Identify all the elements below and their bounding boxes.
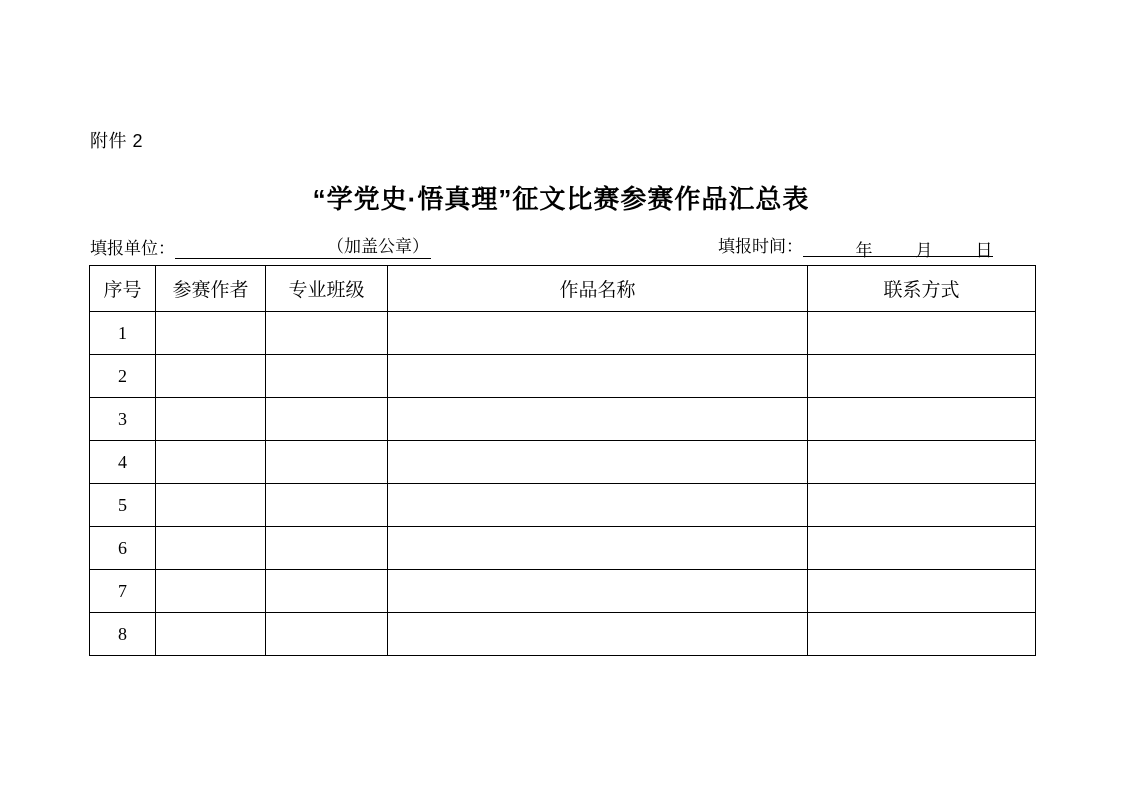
day-blank[interactable] <box>933 236 975 257</box>
meta-row <box>90 232 1035 260</box>
cell-index: 7 <box>90 570 156 613</box>
cell-author[interactable] <box>156 613 266 656</box>
table-row <box>90 355 1036 398</box>
cell-class[interactable] <box>266 312 388 355</box>
cell-contact[interactable] <box>808 312 1036 355</box>
reporting-unit-blank[interactable] <box>175 238 325 259</box>
month-blank[interactable] <box>873 236 915 257</box>
cell-author[interactable] <box>156 570 266 613</box>
table-header-row <box>90 266 1036 312</box>
cell-work[interactable] <box>388 484 808 527</box>
cell-author[interactable] <box>156 441 266 484</box>
cell-class[interactable] <box>266 355 388 398</box>
cell-contact[interactable] <box>808 613 1036 656</box>
table-row <box>90 613 1036 656</box>
cell-work[interactable] <box>388 527 808 570</box>
cell-author[interactable] <box>156 527 266 570</box>
cell-index: 1 <box>90 312 156 355</box>
official-seal-note: （加盖公章） <box>325 232 431 259</box>
day-unit-label: 日 <box>975 236 993 257</box>
cell-class[interactable] <box>266 570 388 613</box>
column-header-work: 作品名称 <box>388 266 808 312</box>
cell-index: 3 <box>90 398 156 441</box>
column-header-index: 序号 <box>90 266 156 312</box>
cell-contact[interactable] <box>808 527 1036 570</box>
column-header-class: 专业班级 <box>266 266 388 312</box>
submissions-table <box>89 265 1036 656</box>
column-header-contact: 联系方式 <box>808 266 1036 312</box>
cell-contact[interactable] <box>808 484 1036 527</box>
cell-author[interactable] <box>156 484 266 527</box>
table-row <box>90 312 1036 355</box>
cell-author[interactable] <box>156 355 266 398</box>
table-row <box>90 527 1036 570</box>
table-row <box>90 398 1036 441</box>
cell-index: 5 <box>90 484 156 527</box>
cell-index: 2 <box>90 355 156 398</box>
cell-class[interactable] <box>266 484 388 527</box>
cell-work[interactable] <box>388 355 808 398</box>
reporting-date-label: 填报时间： <box>718 237 803 256</box>
cell-contact[interactable] <box>808 355 1036 398</box>
cell-work[interactable] <box>388 570 808 613</box>
cell-work[interactable] <box>388 441 808 484</box>
year-blank[interactable] <box>803 236 855 257</box>
reporting-unit-field <box>90 232 431 259</box>
month-unit-label: 月 <box>915 236 933 257</box>
cell-index: 8 <box>90 613 156 656</box>
cell-index: 4 <box>90 441 156 484</box>
table-row <box>90 441 1036 484</box>
reporting-date-field <box>718 232 993 260</box>
reporting-unit-label: 填报单位： <box>90 239 175 258</box>
table-row <box>90 570 1036 613</box>
cell-class[interactable] <box>266 527 388 570</box>
page-title: “学党史·悟真理”征文比赛参赛作品汇总表 <box>312 184 810 214</box>
cell-work[interactable] <box>388 398 808 441</box>
cell-author[interactable] <box>156 398 266 441</box>
table-row <box>90 484 1036 527</box>
cell-contact[interactable] <box>808 441 1036 484</box>
cell-author[interactable] <box>156 312 266 355</box>
cell-class[interactable] <box>266 398 388 441</box>
year-unit-label: 年 <box>855 236 873 257</box>
attachment-label: 附件 2 <box>90 131 144 151</box>
cell-contact[interactable] <box>808 398 1036 441</box>
column-header-author: 参赛作者 <box>156 266 266 312</box>
cell-class[interactable] <box>266 441 388 484</box>
cell-work[interactable] <box>388 312 808 355</box>
cell-class[interactable] <box>266 613 388 656</box>
cell-work[interactable] <box>388 613 808 656</box>
cell-index: 6 <box>90 527 156 570</box>
cell-contact[interactable] <box>808 570 1036 613</box>
